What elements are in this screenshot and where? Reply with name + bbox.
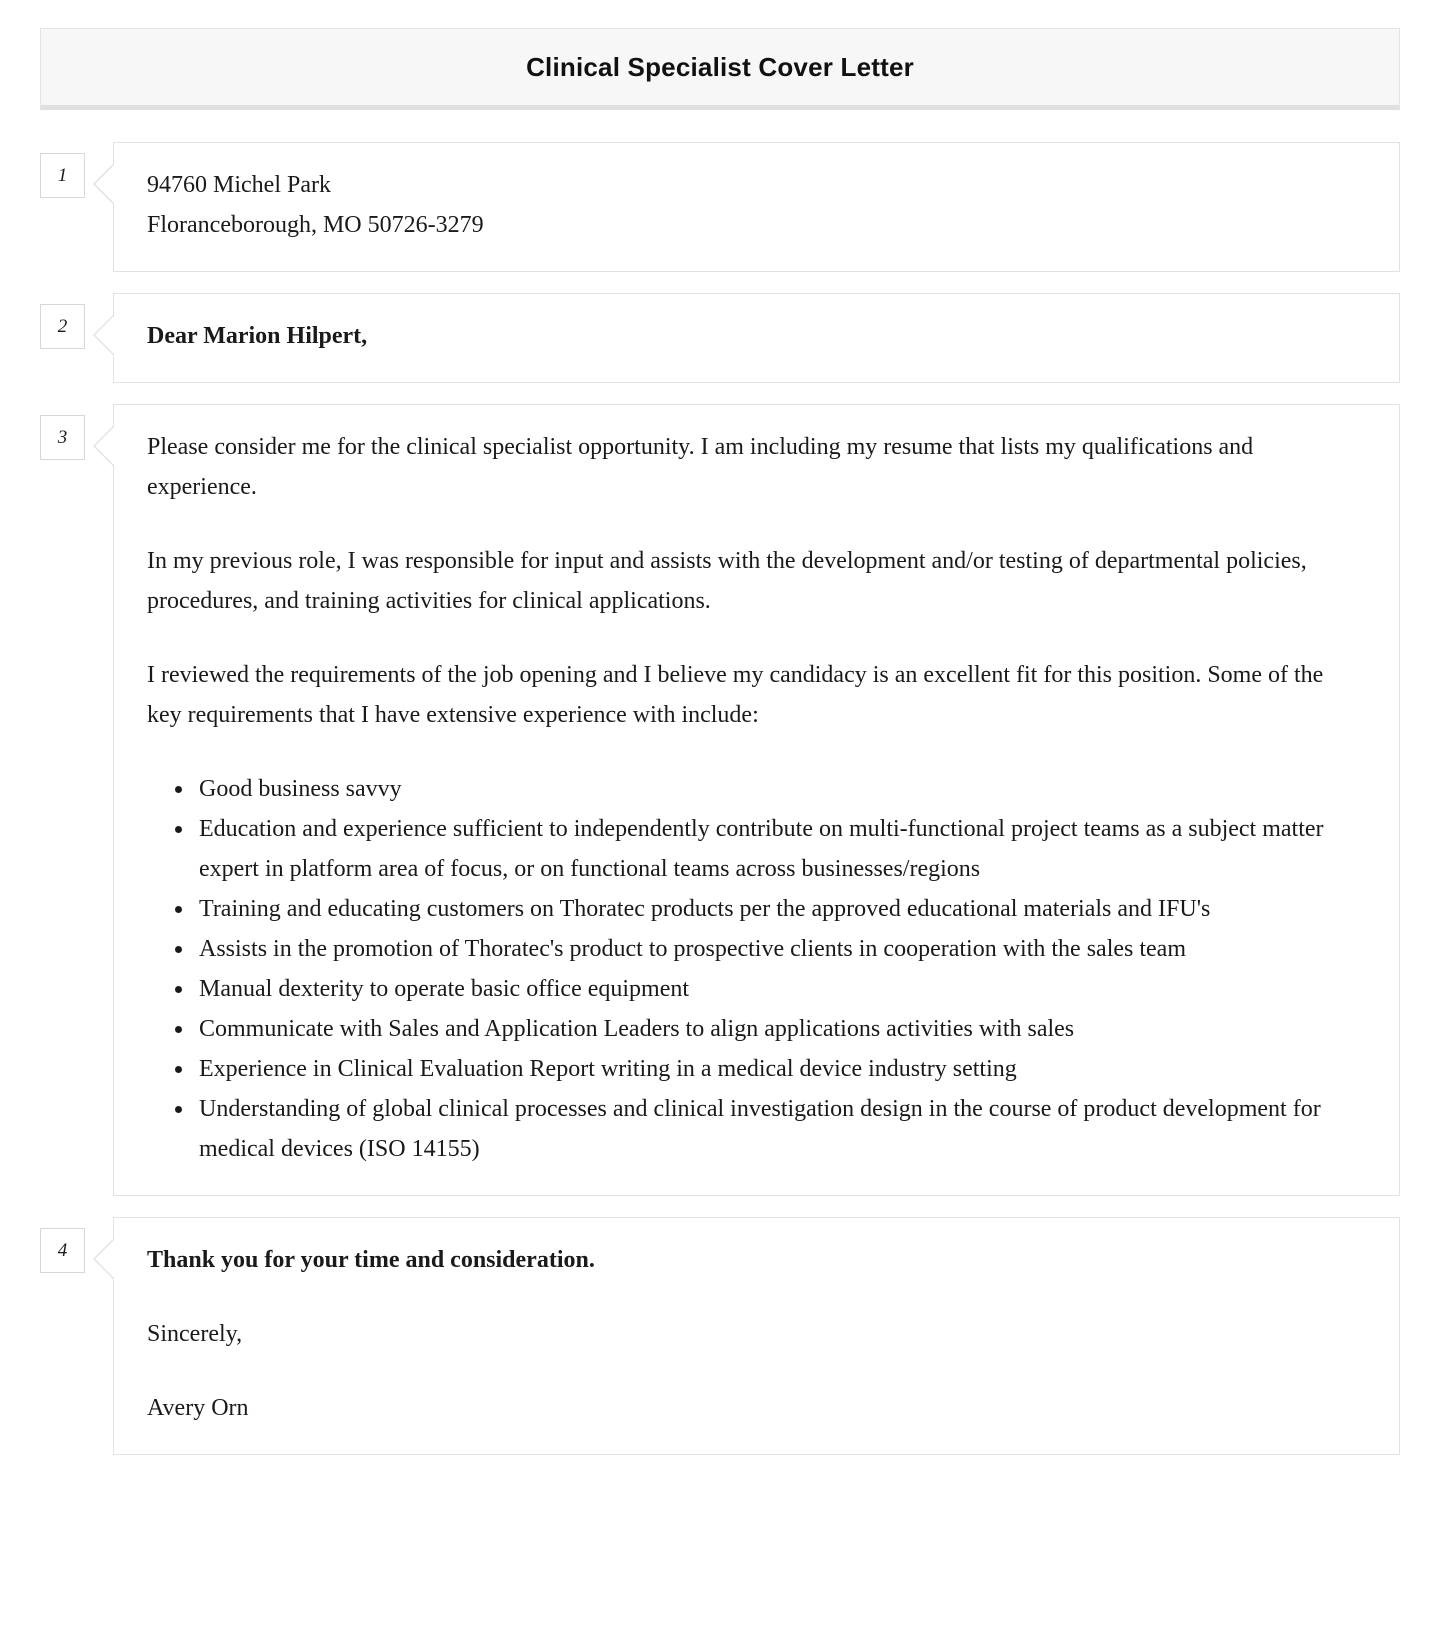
block-number-badge-3[interactable]: 3	[40, 415, 85, 460]
signoff-text: Sincerely,	[147, 1321, 243, 1347]
list-item: • Communicate with Sales and Application Leaders to align applications activities with sales	[195, 1009, 1359, 1049]
block-number-badge-4[interactable]: 4	[40, 1228, 85, 1273]
address-block-body[interactable]	[113, 142, 1400, 272]
salutation-text: Dear Marion Hilpert,	[147, 323, 368, 349]
salutation-block-body[interactable]	[113, 293, 1400, 383]
block-number-badge-1[interactable]: 1	[40, 153, 85, 198]
document-header	[40, 28, 1400, 110]
letter-block-body	[40, 404, 1400, 1196]
address-line-2: Floranceborough, MO 50726-3279	[147, 212, 484, 238]
letter-block-closing	[40, 1217, 1400, 1455]
block-number-badge-2[interactable]: 2	[40, 304, 85, 349]
letter-blocks	[40, 142, 1400, 1455]
badge-spacer	[85, 142, 113, 143]
list-item: • Training and educating customers on Thoratec products per the approved educational materials and IFU's	[195, 889, 1359, 929]
list-item: • Understanding of global clinical processes and clinical investigation design in the course of product development for medical devices (ISO 14155)	[195, 1089, 1359, 1169]
thank-you-text: Thank you for your time and consideration.	[147, 1247, 595, 1273]
cover-letter-page	[0, 28, 1440, 1455]
badge-spacer	[85, 293, 113, 294]
body-paragraph-3: I reviewed the requirements of the job opening and I believe my candidacy is an excellent fit for this position. Some of the key requirements that I have extensive experience with include:	[147, 662, 1324, 728]
badge-spacer	[85, 404, 113, 405]
body-block-body[interactable]	[113, 404, 1400, 1196]
list-item: • Manual dexterity to operate basic office equipment	[195, 969, 1359, 1009]
closing-block-body[interactable]	[113, 1217, 1400, 1455]
page-title: Clinical Specialist Cover Letter	[526, 51, 914, 82]
body-paragraph-2: In my previous role, I was responsible for input and assists with the development and/or testing of departmental policies, procedures, and training activities for clinical applications.	[147, 548, 1307, 614]
address-line-1: 94760 Michel Park	[147, 172, 331, 198]
body-paragraph-1: Please consider me for the clinical specialist opportunity. I am including my resume that lists my qualifications and experience.	[147, 434, 1254, 500]
letter-block-address	[40, 142, 1400, 272]
letter-block-salutation	[40, 293, 1400, 383]
requirements-list	[147, 769, 1359, 1169]
signature-name: Avery Orn	[147, 1395, 249, 1421]
list-item: • Experience in Clinical Evaluation Report writing in a medical device industry setting	[195, 1049, 1359, 1089]
list-item: • Good business savvy	[195, 769, 1359, 809]
list-item: • Education and experience sufficient to independently contribute on multi-functional project teams as a subject matter expert in platform area of focus, or on functional teams across businesses/regions	[195, 809, 1359, 889]
list-item: • Assists in the promotion of Thoratec's product to prospective clients in cooperation with the sales team	[195, 929, 1359, 969]
badge-spacer	[85, 1217, 113, 1218]
